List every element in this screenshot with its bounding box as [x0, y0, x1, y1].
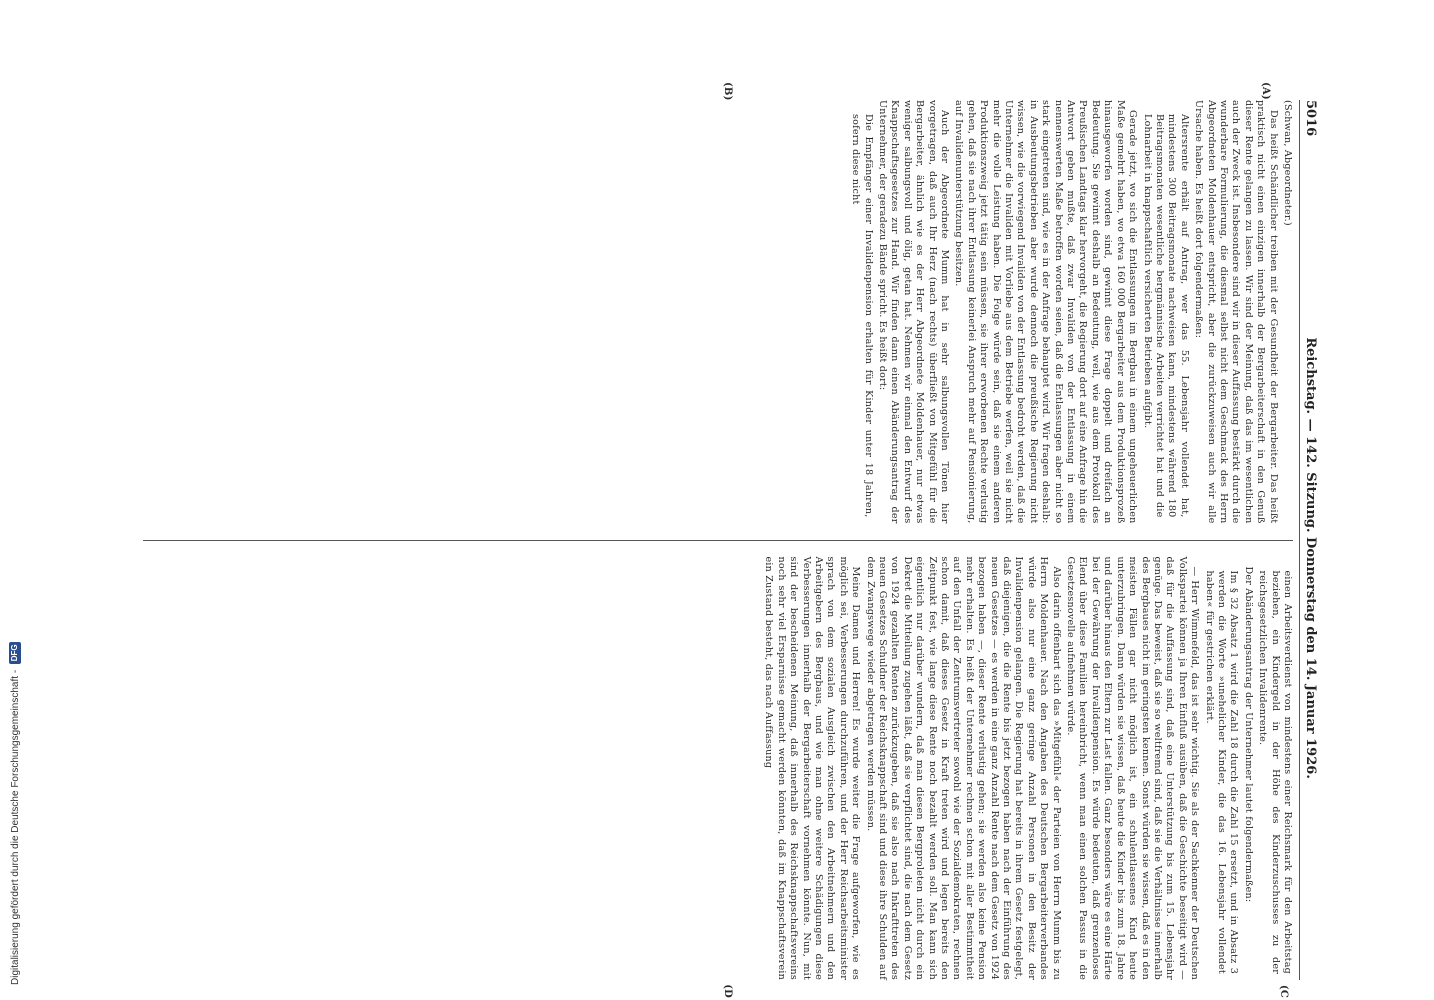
right-paragraph-3: — Herr Wimmefeld, das ist sehr wichtig. Sie als der Sachkenner der Deutschen Volkspartei können ja Ihren Einfluß ausüben, daß die Geschichte beseitigt wird — daß für die Auffassung sind, daß eine Unterstützung bis zum 15. Lebensjahr genüge. Das beweist, daß sie so weltfremd sind, daß sie die Verhältnisse innerhalb des Bergbaues nicht im geringsten kennen. Sonst würden sie wissen, daß es in den meisten Fällen gar nicht möglich ist, ein schulentlassenes Kind heute unterzubringen. Dann würden sie wissen, daß heute die Kinder bis zum 18. Jahre und darüber hinaus den Eltern zur Last fallen. Ganz besonders wäre es eine Härte bei der Gewährung der Invalidenpension. Es würde bedeuten, daß grenzenloses Elend über diese Familien hereinbricht, wenn man einen solchen Passus in die Gesetzesnovelle aufnehmen würde.	[1065, 556, 1201, 980]
left-paragraph-1: Das heißt Schändlicher treiben mit der Gesundheit der Bergarbeiter. Das heißt praktisch nicht einen einzigen innerhalb der Bergarbeiterschaft in den Genuß dieser Rente gelangen zu lassen. Wir sind der Meinung, daß das im wesentlichen auch der Zweck ist. Insbesondere sind wir in dieser Auffassung bestärkt durch die wunderbare Formulierung, die diesmal selbst nicht dem Geschmack des Herrn Abgeordneten Moldenhauer entspricht, aber die zurückzuweisen auch wir alle Ursache haben. Es heißt dort folgendermaßen:	[1193, 100, 1279, 524]
dfg-logo: DFG	[9, 642, 21, 664]
right-column	[143, 556, 1293, 998]
right-quote: Im § 32 Absatz 1 wird die Zahl 18 durch die Zahl 15 ersetzt, und in Absatz 3 werden die Worte »unehelicher Kinder, die das 16. Lebensjahr vollendet haben« für gestrichen erklärt.	[1203, 570, 1240, 974]
right-paragraph-5: Meine Damen und Herren! Es wurde weiter die Frage aufgeworfen, wie es möglich sei, Verbesserungen durchzuführen, und der Herr Reichsarbeitsminister sprach von dem sozialen Ausgleich zwischen den Arbeitnehmern und den Arbeitgebern des Bergbaus, und wie man ohne weitere Schädigungen diese Verbesserungen innerhalb der Bergarbeiterschaft vornehmen könnte. Nun, mit sind der bescheidenen Meinung, daß innerhalb des Reichsknappschaftsvereins noch sehr viel Ersparnisse gemacht werden könnten, daß im Knappschaftsverein ein Zustand besteht, das nach Auffassung	[763, 556, 862, 980]
digitization-stamp	[5, 15, 25, 985]
page-title: Reichstag. — 142. Sitzung. Donnerstag den 14. Januar 1926.	[1303, 337, 1318, 779]
page-number: 5016	[1303, 100, 1318, 137]
speaker-line: (Schwan, Abgeordneter.)	[1282, 100, 1293, 226]
left-paragraph-4: Die Empfänger einer Invalidenpension erhalten für Kinder unter 18 Jahren, sofern diese nicht	[850, 114, 874, 518]
left-paragraph-3: Auch der Abgeordnete Mumm hat in sehr salbungsvollen Tönen hier vorgetragen, daß auch Ihr Herz (nach rechts) überfließt von Mitgefühl für die Bergarbeiter, ähnlich wie es der Herr Abgeordnete Moldenhauer, nur etwas weniger salbungsvoll und ölig, getan hat. Nehmen wir einmal den Entwurf des Knappschaftsgesetzes zur Hand. Wir finden dann einen Abänderungsantrag der Unternehmer, der geradezu Bände spricht. Es heißt dort:	[877, 100, 951, 524]
rotated-page	[108, 82, 1318, 998]
right-paragraph-2: Der Abänderungsantrag der Unternehmer lautet folgendermaßen:	[1242, 566, 1254, 903]
margin-marker-d: (D	[722, 984, 733, 998]
page-header	[1299, 100, 1318, 980]
margin-marker-b: (B)	[722, 82, 733, 101]
column-divider	[143, 540, 1293, 541]
left-column	[143, 82, 1293, 524]
left-quote: Altersrente erhält auf Antrag, wer das 55. Lebensjahr vollendet hat, mindestens 300 Beitragsmonate nachweisen kann, mindestens während 180 Beitragsmonaten wesentliche bergmännische Arbeiten verrichtet hat und die Lohnarbeit in knappschaftlich versicherten Betrieben aufgibt.	[1141, 114, 1190, 518]
left-paragraph-2: Gerade jetzt, wo sich die Entlassungen im Bergbau in einem ungeheuerlichen Maße gemehrt haben, wo etwa 160 000 Bergarbeiter aus dem Produktionsprozeß hinausgeworfen worden sind, gewinnt diese Frage doppelt und dreifach an Bedeutung. Sie gewinnt deshalb an Bedeutung, weil, wie aus dem Protokoll des Preußischen Landtags klar hervorgeht, die Regierung dort auf eine Anfrage hin die Antwort geben mußte, daß zwar Invaliden von der Entlassung in einem nennenswerten Maße betroffen worden seien, daß die Entlassungen aber nicht so stark eingetreten sind, wie es in der Anfrage behauptet wird. Wir fragen deshalb: in Ausbeutungsbetrieben aber wurde dennoch die preußische Regierung nicht wissen, wie die vorwiegend Invaliden von der Entlassung bedroht werden, daß die Unternehmer die Invaliden mit Vorliebe aus dem Betriebe werfen, weil sie nicht mehr die volle Leistung haben. Die Folge würde sein, daß sie einem anderen Produktionszweig jetzt tätig sein müssen, sie ihrer erworbenen Rechte verlustig gehen, daß sie nach ihrer Entlassung keinerlei Anspruch mehr auf Pensionierung, auf Invalidenunterstützung besitzen.	[953, 100, 1139, 524]
stamp-text: Digitalisierung gefördert durch die Deutsche Forschungsgemeinschaft -	[9, 669, 21, 985]
margin-marker-c: (C	[1278, 984, 1289, 998]
text-columns	[143, 82, 1293, 998]
margin-marker-a: (A)	[1260, 82, 1271, 100]
right-paragraph-1: einen Arbeitsverdienst von mindestens einer Reichsmark für den Arbeitstag beziehen, ein Kindergeld in der Höhe des Kinderzuschusses zu der reichsgesetzlichen Invalidenrente.	[1257, 570, 1293, 974]
right-paragraph-4: Also darin offenbart sich das »Mitgefühl« der Parteien von Herrn Mumm bis zu Herrn Moldenhauer. Nach den Angaben des Deutschen Bergarbeiterverbandes würde also nur eine ganz geringe Anzahl Personen in den Besitz der Invalidenpension gelangen. Die Regierung hat bereits in ihrem Gesetz festgelegt, daß diejenigen, die die Rente bis jetzt bezogen haben nach der Einführung des neuen Gesetzes — es werden in eine ganz Anzahl Rente nach dem Gesetz von 1924 bezogen haben —, dieser Rente verlustig gehen; sie werden also keine Pension mehr erhalten. Es heißt der Unternehmer rechnen schon mit aller Bestimmtheit auf den Unfall der Zentrumsvertreter sowohl wie der Sozialdemokraten, rechnen schon damit, daß dieses Gesetz in Kraft treten wird und legen bereits den Zeitpunkt fest, wie lange diese Rente noch bezahlt werden soll. Man kann sich eigentlich nur darüber wundern, daß man diesen Bergproleten nicht durch ein Dekret die Mitteilung zugehen läßt, daß sie verpflichtet sind, die nach dem Gesetz von 1924 gezahlten Renten zurückzugeben, daß sie also nach Inkrafttreten des neuen Gesetzes Schuldner der Reichsknappschaft sind und diese ihre Schulden auf dem Zwangswege wieder abgetragen werden müssen.	[864, 556, 1062, 980]
